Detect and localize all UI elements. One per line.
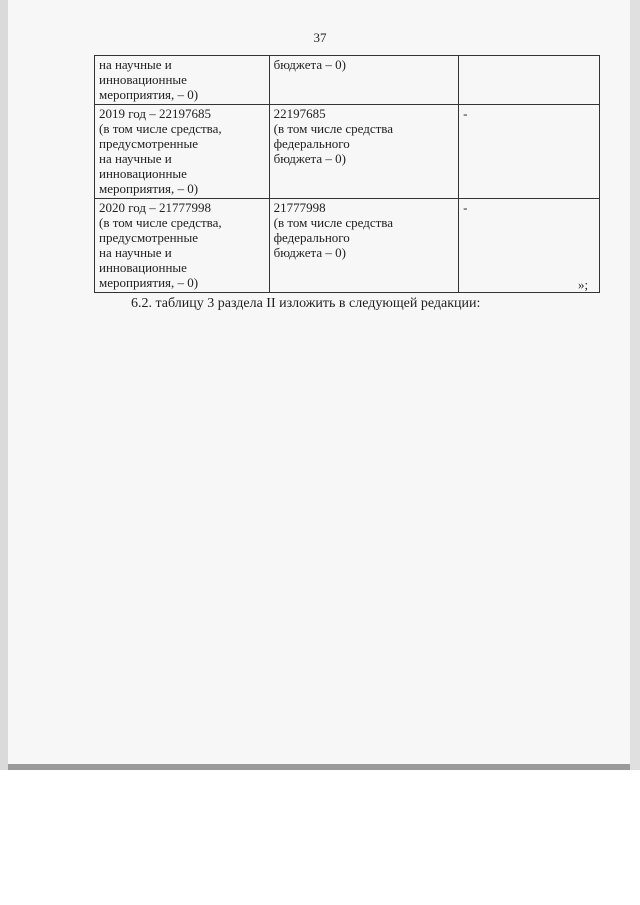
table-row <box>95 105 600 199</box>
table-cell-period <box>95 105 270 199</box>
cell-line: 21777998 <box>273 200 326 215</box>
cell-line: федерального <box>273 230 350 245</box>
cell-line: инновационные <box>99 260 187 275</box>
table-cell-amount <box>269 199 458 293</box>
page-number: 37 <box>313 30 327 45</box>
funding-table <box>94 55 600 293</box>
table-cell-amount <box>269 105 458 199</box>
cell-line: на научные и <box>99 57 172 72</box>
cell-line: бюджета – 0) <box>273 57 346 72</box>
cell-line: 2020 год – 21777998 <box>99 200 211 215</box>
cell-line: предусмотренные <box>99 230 199 245</box>
table-cell-extra: - <box>459 199 600 293</box>
cell-line: мероприятия, – 0) <box>99 181 199 196</box>
cell-line: на научные и <box>99 245 172 260</box>
instruction-paragraph: 6.2. таблицу 3 раздела II изложить в следующей редакции: <box>131 296 481 311</box>
cell-line: федерального <box>273 136 350 151</box>
cell-line: 22197685 <box>273 106 326 121</box>
table-cell-extra <box>459 56 600 105</box>
cell-line: (в том числе средства, <box>99 121 222 136</box>
table-row <box>95 56 600 105</box>
cell-line: мероприятия, – 0) <box>99 87 199 102</box>
table-cell-period <box>95 56 270 105</box>
cell-line: предусмотренные <box>99 136 199 151</box>
scan-edge-right <box>630 0 640 770</box>
table-row <box>95 199 600 293</box>
table-cell-extra: - <box>459 105 600 199</box>
cell-line: (в том числе средства, <box>99 215 222 230</box>
closing-quote: »; <box>578 277 589 292</box>
cell-line: инновационные <box>99 166 187 181</box>
cell-line: мероприятия, – 0) <box>99 275 199 290</box>
table-cell-period <box>95 199 270 293</box>
cell-line: бюджета – 0) <box>273 245 346 260</box>
table-cell-amount <box>269 56 458 105</box>
cell-line: на научные и <box>99 151 172 166</box>
scan-edge-left <box>0 0 8 770</box>
cell-line: (в том числе средства <box>273 215 394 230</box>
cell-line: бюджета – 0) <box>273 151 346 166</box>
cell-line: 2019 год – 22197685 <box>99 106 211 121</box>
cell-line: (в том числе средства <box>273 121 394 136</box>
cell-line: инновационные <box>99 72 187 87</box>
